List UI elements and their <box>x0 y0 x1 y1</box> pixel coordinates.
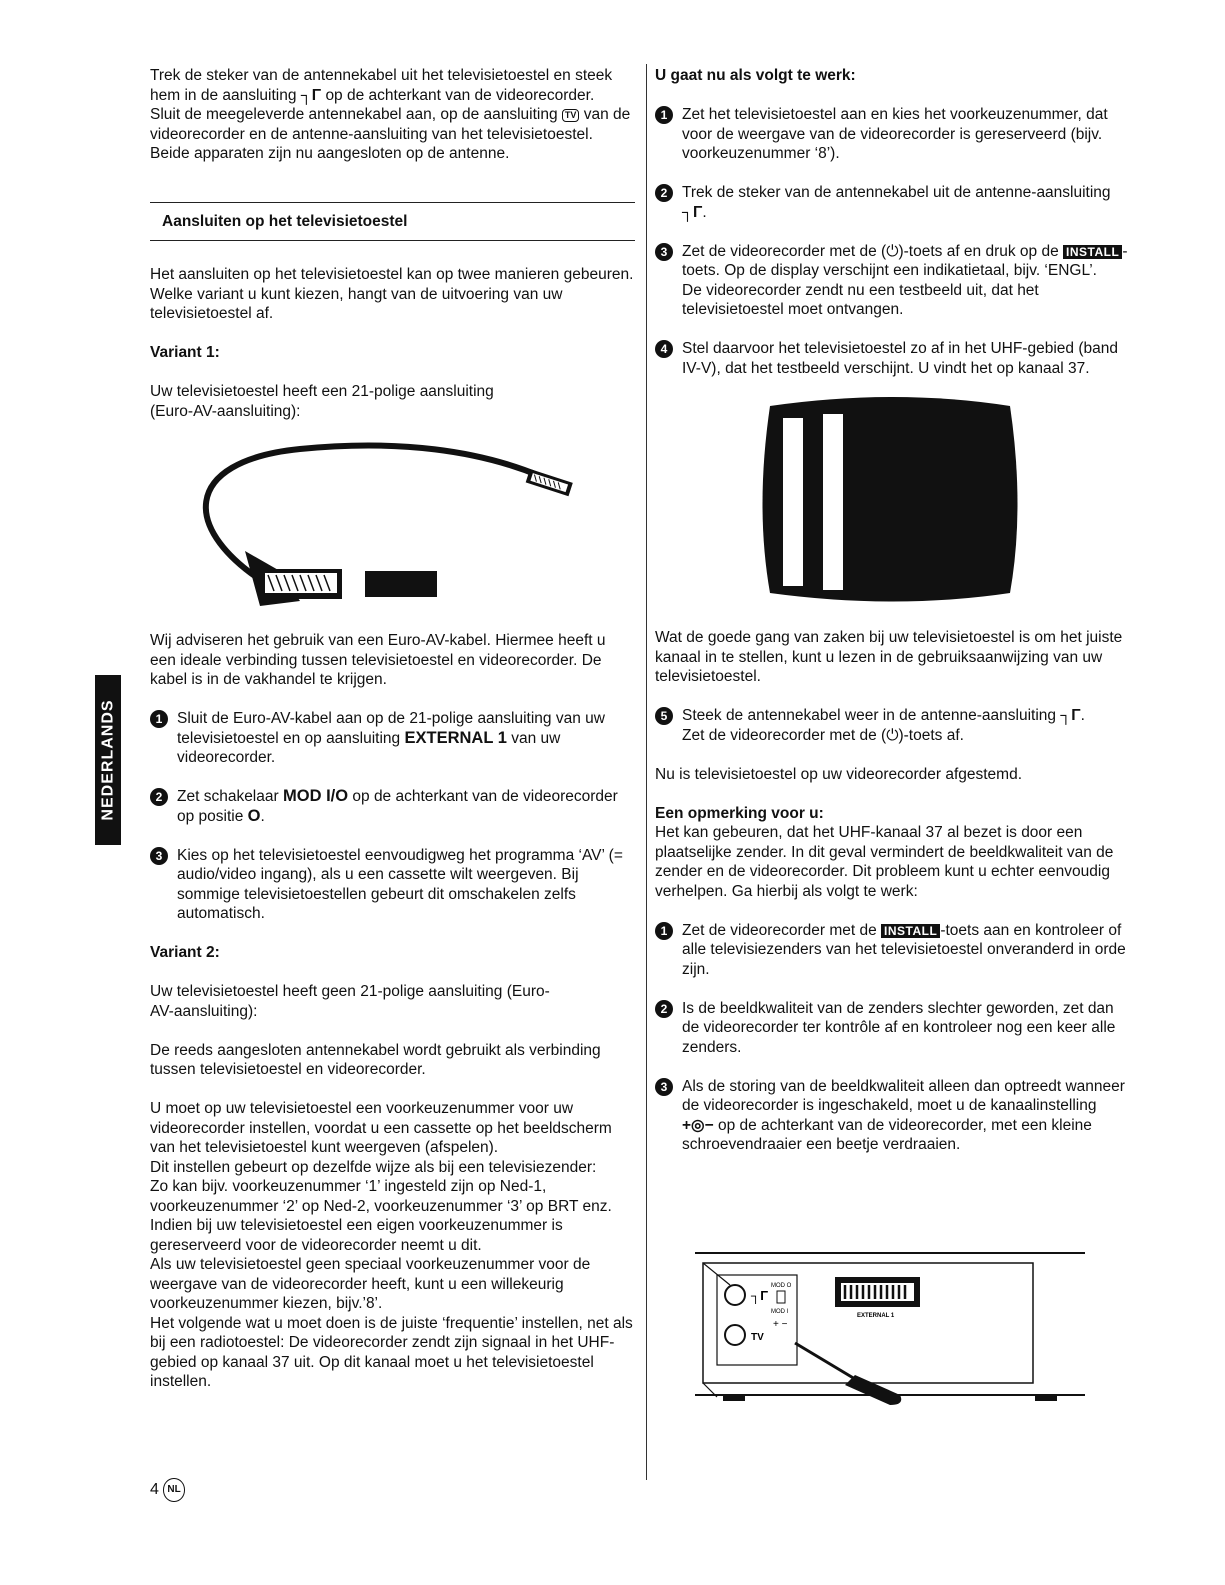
variant2-paragraph-1: De reeds aangesloten antennekabel wordt gebruikt als verbinding tussen televisietoestel en videorecorder. <box>150 1041 601 1078</box>
advice-paragraph: Wij adviseren het gebruik van een Euro-AV-kabel. Hiermee heeft u een ideale verbinding tussen televisietoestel en videorecorder. De kabel is in de vakhandel te krijgen. <box>150 632 606 688</box>
r-step-2: 2 Trek de steker van de antennekabel uit de antenne-aansluiting ┐Γ. <box>655 183 1130 222</box>
tv-out-label: TV <box>751 1332 764 1343</box>
external1-label: EXTERNAL 1 <box>404 728 507 747</box>
v1-step-3 <box>150 846 635 924</box>
right-column <box>655 66 1130 1155</box>
power-icon: ⏻ <box>886 242 899 260</box>
column-divider <box>646 64 647 1480</box>
language-badge: NL <box>163 1478 184 1502</box>
step-text: van uw videorecorder. <box>177 729 561 766</box>
step-text: Zet de videorecorder met de <box>682 726 877 744</box>
r-step-5: 5 Steek de antennekabel weer in de antenne-aansluiting ┐Γ. Zet de videorecorder met de (⏻)-toets af. <box>655 706 1130 745</box>
step-text: op de achterkant van de videorecorder, met een kleine schroevendraaier een beetje verdraaien. <box>682 1116 1092 1153</box>
step-text: Steek de antennekabel weer in de antenne-aansluiting <box>682 707 1056 724</box>
step-number-badge: 3 <box>655 243 673 261</box>
step-text: Trek de steker van de antennekabel uit de antenne-aansluiting <box>682 184 1111 201</box>
external1-label: EXTERNAL 1 <box>857 1313 895 1319</box>
r-step-3: 3 Zet de videorecorder met de (⏻)-toets af en druk op de INSTALL -toets. Op de display verschijnt een indikatietaal, bijv. ‘ENGL’. De videorecorder zendt nu een testbeeld uit, dat het televisietoestel moet ontvangen. <box>655 242 1130 320</box>
test-image-illustration <box>655 378 1130 628</box>
vcr-back-panel-illustration <box>695 1245 1085 1415</box>
intro-line-1: Trek de steker van de antennekabel uit het televisietoestel en steek hem in de aansluiting <box>150 67 613 104</box>
variant2-paragraph-2 <box>150 1099 635 1392</box>
note-step-1 <box>655 921 1130 980</box>
intro-line-2: op de achterkant van de videorecorder. <box>325 86 595 104</box>
paragraph-line: Dit instellen gebeurt op dezelfde wijze als bij een televisiezender: <box>150 1158 597 1176</box>
scart-cable-illustration <box>150 421 635 631</box>
step-text: op de achterkant van de videorecorder op positie <box>177 788 618 825</box>
section-intro: Het aansluiten op het televisietoestel kan op twee manieren gebeuren. Welke variant u kunt kiezen, hangt van de uitvoering van uw televisietoestel af. <box>150 266 634 322</box>
channel-adjust-icon: +◎− <box>682 1116 714 1134</box>
r-step-1 <box>655 105 1130 164</box>
step-text: De videorecorder zendt nu een testbeeld uit, dat het televisietoestel moet ontvangen. <box>682 281 1039 318</box>
step-number-badge: 3 <box>655 1078 673 1096</box>
step-text: -toets af. <box>903 726 964 744</box>
step-text: . <box>260 807 265 825</box>
mod-switch-label: MOD I/O <box>282 787 349 805</box>
mod-i-label: MOD I <box>771 1309 789 1315</box>
language-side-tab <box>95 675 121 845</box>
step-text: Is de beeldkwaliteit van de zenders slechter geworden, zet dan de videorecorder ter kontrôle af en kontroleer nog een keer alle zenders. <box>682 999 1116 1056</box>
step-number-badge: 2 <box>655 184 673 202</box>
step-text: -toets. Op de display verschijnt een indikatietaal, bijv. ‘ENGL’. <box>682 242 1128 279</box>
note-step-2 <box>655 999 1130 1058</box>
position-label: O <box>247 806 261 825</box>
step-number-badge: 4 <box>655 340 673 358</box>
variant1-heading: Variant 1: <box>150 344 220 361</box>
v1-step-1 <box>150 709 635 768</box>
step-text: -toets af en druk op de <box>903 242 1059 260</box>
step-number-badge: 2 <box>655 1000 673 1018</box>
tv-socket-icon: TV <box>562 109 580 122</box>
antenna-icon: ┐Γ <box>300 86 322 104</box>
power-icon: ⏻ <box>886 726 899 744</box>
paragraph-line: Als uw televisietoestel geen speciaal voorkeuzenummer voor de weergave van de videorecorder heeft, kunt u een willekeurig voorkeuzenummer kiezen, bijv.’8’. <box>150 1256 591 1312</box>
paragraph-line: Indien bij uw televisietoestel een eigen voorkeuzenummer is gereserveerd voor de videorecorder neemt u dit. <box>150 1217 563 1254</box>
mod-o-label: MOD O <box>771 1283 792 1289</box>
step-number-badge: 1 <box>655 922 673 940</box>
step-text: Zet de videorecorder met de <box>682 242 877 260</box>
variant2-heading: Variant 2: <box>150 944 220 961</box>
paragraph-line: Zo kan bijv. voorkeuzenummer ‘1’ ingesteld zijn op Ned-1, voorkeuzenummer ‘2’ op Ned-2, voorkeuzenummer ‘3’ op BRT enz. <box>150 1178 612 1215</box>
step-text: Zet het televisietoestel aan en kies het voorkeuzenummer, dat voor de weergave van de videorecorder is gereserveerd (bijv. voorkeuzenummer ‘8’). <box>682 106 1108 162</box>
variant1-desc: Uw televisietoestel heeft een 21-polige aansluiting (Euro-AV-aansluiting): <box>150 383 494 420</box>
note-step-3 <box>655 1077 1130 1155</box>
step-number-badge: 1 <box>150 710 168 728</box>
paragraph-line: U moet op uw televisietoestel een voorkeuzenummer voor uw videorecorder instellen, voordat u een cassette op het beeldscherm van het televisietoestel kunt weergeven (afspelen). <box>150 1100 612 1156</box>
step-text: Zet schakelaar <box>177 788 279 805</box>
plusminus-label: + − <box>773 1319 788 1330</box>
antenna-icon: ┐Γ <box>1060 707 1081 724</box>
step-number-badge: 3 <box>150 847 168 865</box>
page-number-value: 4 <box>150 1481 159 1498</box>
step-text: Zet de videorecorder met de <box>682 921 877 939</box>
v1-step-2 <box>150 787 635 826</box>
intro-line-3: Sluit de meegeleverde antennekabel aan, op de aansluiting <box>150 106 558 123</box>
step-text: Als de storing van de beeldkwaliteit alleen dan optreedt wanneer de videorecorder is ingeschakeld, moet u de kanaalinstelling <box>682 1077 1125 1114</box>
intro-line-5: Beide apparaten zijn nu aangesloten op de antenne. <box>150 145 510 162</box>
install-key-icon: INSTALL <box>1063 245 1122 259</box>
right-heading: U gaat nu als volgt te werk: <box>655 67 856 84</box>
side-tab-label: NEDERLANDS <box>99 699 117 821</box>
antenna-in-label: ┐Γ <box>751 1288 769 1303</box>
step-number-badge: 1 <box>655 106 673 124</box>
after-image-paragraph: Wat de goede gang van zaken bij uw televisietoestel is om het juiste kanaal in te stellen, kunt u lezen in de gebruiksaanwijzing van uw televisietoestel. <box>655 629 1123 685</box>
step-number-badge: 5 <box>655 707 673 725</box>
step-number-badge: 2 <box>150 788 168 806</box>
note-text: Het kan gebeuren, dat het UHF-kanaal 37 al bezet is door een plaatselijke zender. In dit geval vermindert de beeldkwaliteit van de zender en de videorecorder. Dit probleem kunt u echter eenvoudig verhelpen. Ga hierbij als volgt te werk: <box>655 824 1114 900</box>
step-text: -toets aan en kontroleer of alle televisiezenders van het televisietoestel onveranderd in orde zijn. <box>682 921 1126 978</box>
done-paragraph: Nu is televisietoestel op uw videorecorder afgestemd. <box>655 765 1023 783</box>
note-heading: Een opmerking voor u: <box>655 804 824 822</box>
step-text: Kies op het televisietoestel eenvoudigweg het programma ‘AV’ (= audio/video ingang), als u een cassette wilt weergeven. Bij sommige televisietoestellen gebeurt dit omschakelen zelfs automatisch. <box>177 846 623 922</box>
step-text: Sluit de Euro-AV-kabel aan op de 21-polige aansluiting van uw televisietoestel en op aansluiting <box>177 710 605 747</box>
section-title: Aansluiten op het televisietoestel <box>150 202 635 242</box>
left-column <box>150 66 635 1392</box>
step-text: Stel daarvoor het televisietoestel zo af in het UHF-gebied (band IV-V), dat het testbeeld verschijnt. U vindt het op kanaal 37. <box>682 340 1118 377</box>
antenna-icon: ┐Γ <box>682 203 703 221</box>
intro-paragraph <box>150 66 635 164</box>
install-key-icon: INSTALL <box>881 924 940 938</box>
intro-line-4: van de videorecorder en de antenne-aansluiting van het televisietoestel. <box>150 106 631 143</box>
variant2-desc: Uw televisietoestel heeft geen 21-polige aansluiting (Euro-AV-aansluiting): <box>150 983 550 1020</box>
page-number <box>150 1478 185 1502</box>
paragraph-line: Het volgende wat u moet doen is de juiste ‘frequentie’ instellen, net als bij een radiotoestel: De videorecorder zendt zijn signaal in het UHF-gebied op kanaal 37 uit. Op dit kanaal moet u het televisietoestel instellen. <box>150 1314 633 1390</box>
r-step-4 <box>655 339 1130 378</box>
